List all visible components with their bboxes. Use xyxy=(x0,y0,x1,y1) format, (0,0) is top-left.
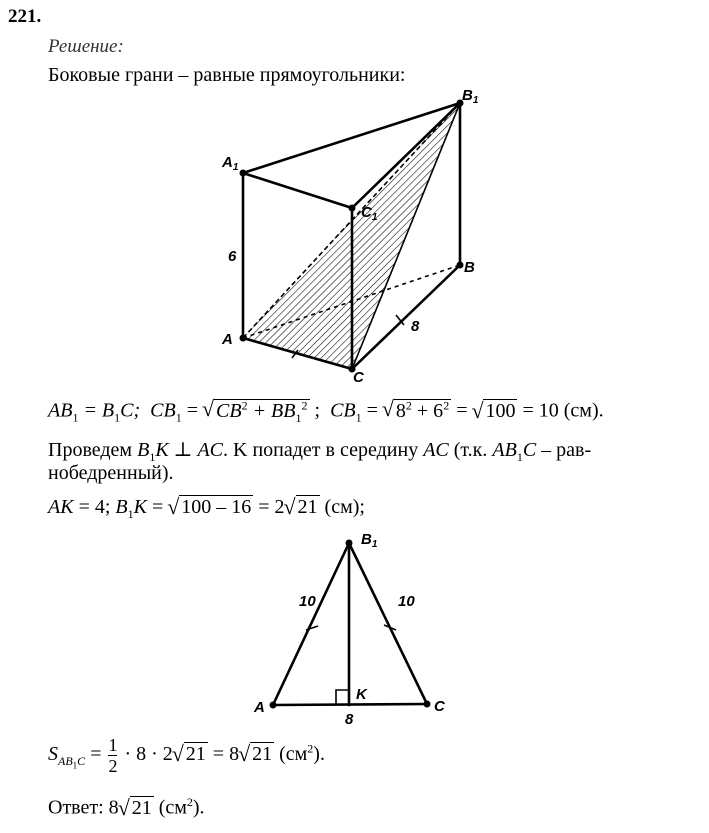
label-B1: $B_1$ xyxy=(462,87,479,106)
formula-2: AK = 4; $B_1K$ = √ 100 – 16 = 2√ 21 (см); xyxy=(48,496,365,522)
label-A: A xyxy=(222,331,233,348)
tri-label-K: K xyxy=(356,686,367,703)
problem-number: 221. xyxy=(8,6,42,27)
formula-1: $AB_1 = B_1C$; $CB_1$ = √ $CB^2 + BB_1^2$ ; $CB_1$ = √ $8^2 + 6^2$ = √ 100 = 10 (см). xyxy=(48,398,604,426)
intro-text: Боковые грани – равные прямоугольники: xyxy=(48,64,406,86)
tri-label-left: 10 xyxy=(299,593,316,610)
paragraph-2-line-2: нобедренный). xyxy=(48,462,174,484)
label-edge-6: 6 xyxy=(228,248,237,265)
tri-label-B1: $B_1$ xyxy=(361,531,378,550)
paragraph-2-line-1: Проведем $B_1K$ ⊥ AC. K попадет в середину AC (т.к. $AB_1C - рав-$ xyxy=(48,439,592,464)
label-edge-8: 8 xyxy=(411,318,420,335)
tri-label-right: 10 xyxy=(398,593,415,610)
answer: Ответ: 8√ 21 $(см^2)$. xyxy=(48,795,205,820)
tri-label-C: C xyxy=(434,698,445,715)
tri-label-base: 8 xyxy=(345,711,354,728)
label-B: B xyxy=(464,259,475,276)
label-A1: $A_1$ xyxy=(222,154,239,173)
formula-area: $S_{AB_1C}$ = $\frac{1}{2}$ · 8 · 2√ 21 = 8√ 21 $(см^2)$. xyxy=(48,735,325,776)
label-C: C xyxy=(353,369,364,386)
tri-label-A: A xyxy=(254,699,265,716)
solution-label: Решение: xyxy=(48,36,124,57)
label-C1: $C_1$ xyxy=(361,204,378,223)
